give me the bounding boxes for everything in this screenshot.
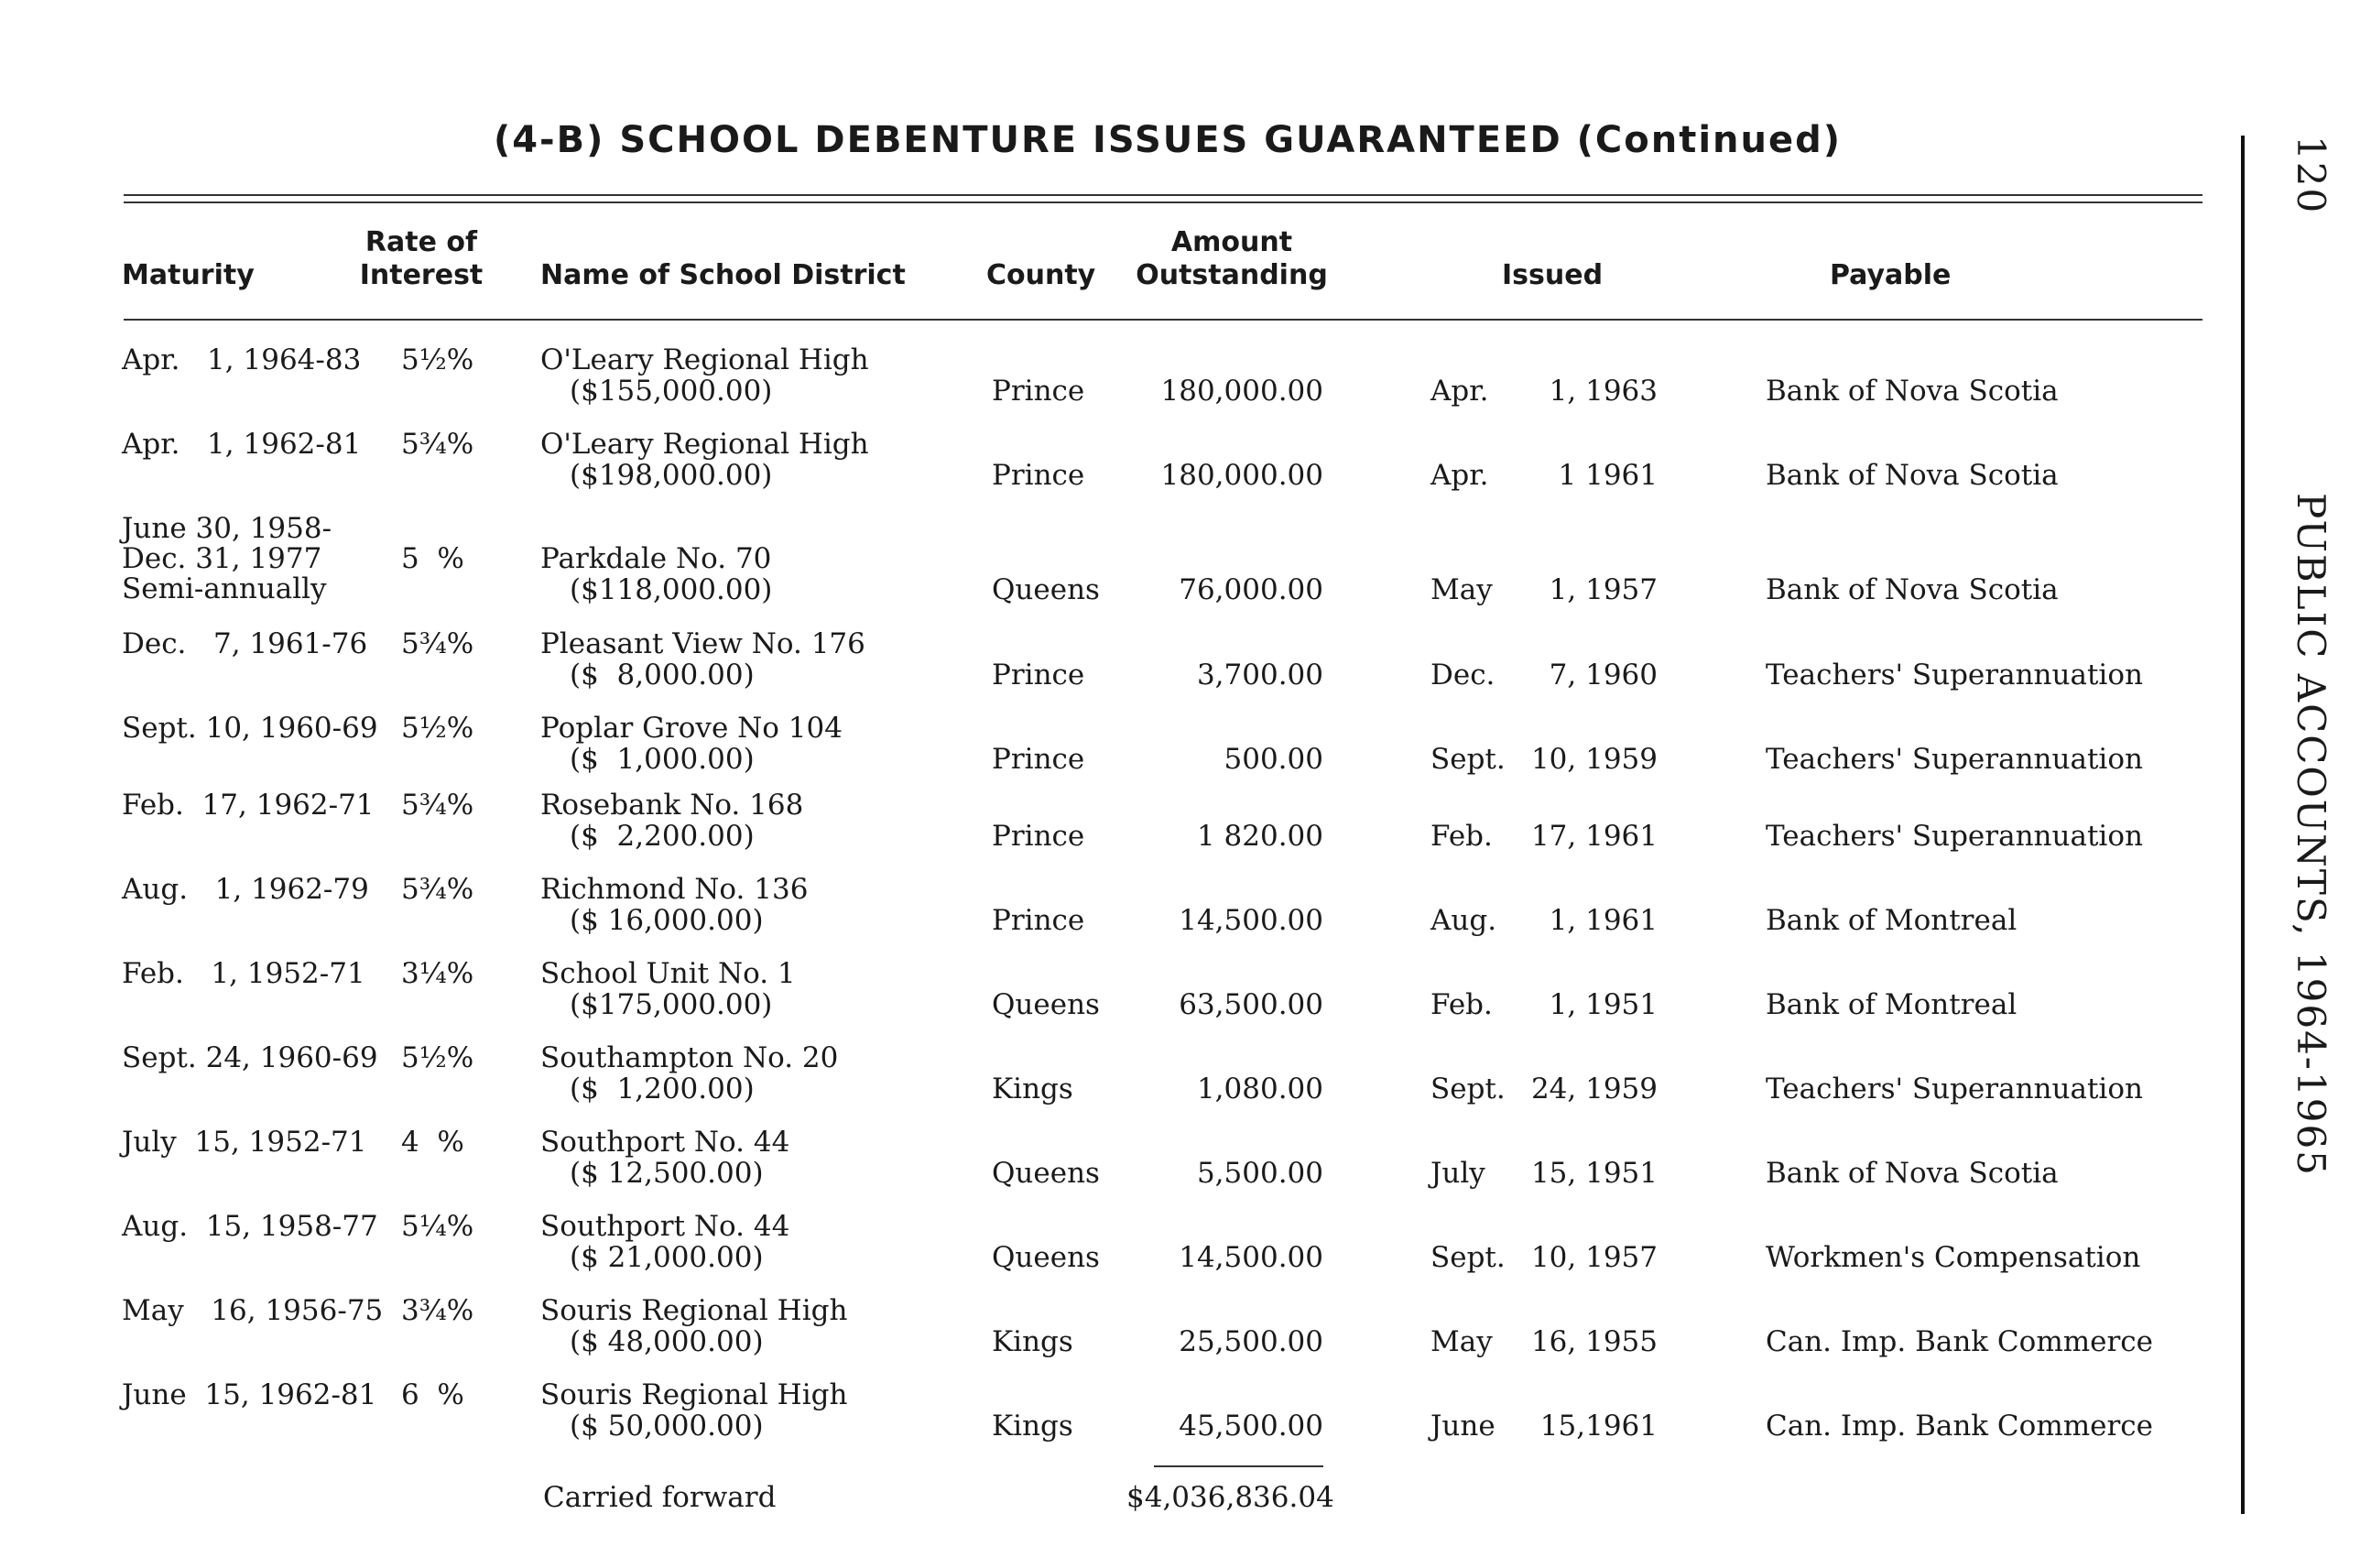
- header-rate-line2: Interest: [359, 259, 484, 291]
- amount-outstanding: 14,500.00: [1179, 904, 1323, 937]
- school-district-name: Southport No. 44: [540, 1210, 790, 1243]
- county-cell: Prince: [992, 375, 1085, 408]
- interest-rate-cell: 5¾%: [401, 789, 474, 822]
- issued-month: Dec.: [1430, 659, 1495, 691]
- issued-date: 15, 1951: [1530, 1157, 1658, 1190]
- amount-outstanding: 1 820.00: [1196, 820, 1323, 853]
- original-amount: ($ 48,000.00): [570, 1325, 764, 1358]
- issued-month: May: [1430, 1325, 1493, 1358]
- original-amount: ($ 50,000.00): [570, 1410, 764, 1443]
- side-divider: [2241, 136, 2245, 1514]
- county-cell: Queens: [992, 1241, 1100, 1274]
- issued-date: 1, 1957: [1549, 573, 1658, 606]
- issued-date: 10, 1959: [1530, 743, 1658, 776]
- school-district-name: O'Leary Regional High: [540, 428, 869, 461]
- county-cell: Kings: [992, 1073, 1073, 1105]
- county-cell: Prince: [992, 904, 1085, 937]
- maturity-cell: Feb. 17, 1962-71: [122, 789, 375, 822]
- school-district-name: Souris Regional High: [540, 1378, 848, 1411]
- school-district-name: Souris Regional High: [540, 1294, 848, 1327]
- maturity-cell: Aug. 1, 1962-79: [122, 873, 369, 906]
- payable-cell: Bank of Montreal: [1766, 988, 2018, 1021]
- issued-month: Apr.: [1430, 459, 1489, 492]
- original-amount: ($175,000.00): [570, 988, 773, 1021]
- interest-rate-cell: 5½%: [401, 1041, 474, 1074]
- issued-month: Sept.: [1430, 1241, 1506, 1274]
- interest-rate-cell: 5¾%: [401, 428, 474, 461]
- payable-cell: Bank of Nova Scotia: [1766, 573, 2059, 606]
- county-cell: Kings: [992, 1325, 1073, 1358]
- header-payable: Payable: [1830, 259, 1952, 291]
- issued-month: Feb.: [1430, 988, 1493, 1021]
- issued-date: 24, 1959: [1530, 1073, 1658, 1105]
- payable-cell: Teachers' Superannuation: [1766, 1073, 2143, 1105]
- payable-cell: Teachers' Superannuation: [1766, 659, 2143, 691]
- amount-outstanding: 5,500.00: [1196, 1157, 1323, 1190]
- interest-rate-cell: 5½%: [401, 712, 474, 745]
- school-district-name: School Unit No. 1: [540, 957, 796, 990]
- header-rate-line1: Rate of: [364, 226, 478, 258]
- maturity-cell: Aug. 15, 1958-77: [122, 1210, 378, 1243]
- original-amount: ($155,000.00): [570, 375, 773, 408]
- issued-date: 1 1961: [1558, 459, 1658, 492]
- maturity-cell: June 15, 1962-81: [122, 1378, 377, 1411]
- amount-outstanding: 3,700.00: [1196, 659, 1323, 691]
- school-district-name: Pleasant View No. 176: [540, 627, 865, 660]
- amount-outstanding: 63,500.00: [1179, 988, 1323, 1021]
- original-amount: ($ 1,200.00): [570, 1073, 755, 1105]
- interest-rate-cell: 5¾%: [401, 873, 474, 906]
- interest-rate-cell: 6 %: [401, 1378, 464, 1411]
- header-maturity: Maturity: [122, 259, 255, 291]
- issued-month: June: [1430, 1410, 1495, 1443]
- amount-outstanding: 25,500.00: [1179, 1325, 1323, 1358]
- original-amount: ($ 2,200.00): [570, 820, 755, 853]
- payable-cell: Workmen's Compensation: [1766, 1241, 2141, 1274]
- header-double-rule: [124, 194, 2202, 203]
- county-cell: Queens: [992, 988, 1100, 1021]
- school-district-name: Southport No. 44: [540, 1126, 790, 1159]
- maturity-cell: Dec. 31, 1977: [122, 542, 322, 575]
- issued-date: 17, 1961: [1530, 820, 1658, 853]
- school-district-name: Parkdale No. 70: [540, 542, 772, 575]
- side-title-text: PUBLIC ACCOUNTS, 1964-1965: [2289, 493, 2333, 1177]
- original-amount: ($118,000.00): [570, 573, 773, 606]
- issued-date: 7, 1960: [1549, 659, 1658, 691]
- carried-forward-total: $4,036,836.04: [1126, 1481, 1334, 1514]
- maturity-cell: July 15, 1952-71: [122, 1126, 367, 1159]
- original-amount: ($ 1,000.00): [570, 743, 755, 776]
- side-running-head: [2269, 136, 2333, 1177]
- interest-rate-cell: 5¾%: [401, 627, 474, 660]
- county-cell: Queens: [992, 1157, 1100, 1190]
- maturity-cell: Semi-annually: [122, 572, 327, 605]
- issued-date: 1, 1951: [1549, 988, 1658, 1021]
- amount-outstanding: 500.00: [1224, 743, 1323, 776]
- original-amount: ($198,000.00): [570, 459, 773, 492]
- maturity-cell: May 16, 1956-75: [122, 1294, 384, 1327]
- payable-cell: Bank of Nova Scotia: [1766, 375, 2059, 408]
- interest-rate-cell: 5½%: [401, 343, 474, 376]
- amount-outstanding: 45,500.00: [1179, 1410, 1323, 1443]
- issued-month: Apr.: [1430, 375, 1489, 408]
- issued-month: Feb.: [1430, 820, 1493, 853]
- issued-month: Aug.: [1430, 904, 1497, 937]
- county-cell: Kings: [992, 1410, 1073, 1443]
- payable-cell: Bank of Nova Scotia: [1766, 1157, 2059, 1190]
- payable-cell: Can. Imp. Bank Commerce: [1766, 1325, 2153, 1358]
- payable-cell: Can. Imp. Bank Commerce: [1766, 1410, 2153, 1443]
- amount-outstanding: 14,500.00: [1179, 1241, 1323, 1274]
- issued-date: 1, 1961: [1549, 904, 1658, 937]
- page-title: (4-B) SCHOOL DEBENTURE ISSUES GUARANTEED (Continued): [493, 119, 1843, 161]
- county-cell: Prince: [992, 743, 1085, 776]
- original-amount: ($ 21,000.00): [570, 1241, 764, 1274]
- issued-month: Sept.: [1430, 1073, 1506, 1105]
- side-page-number: 120: [2289, 136, 2333, 215]
- county-cell: Queens: [992, 573, 1100, 606]
- maturity-cell: Dec. 7, 1961-76: [122, 627, 368, 660]
- issued-date: 1, 1963: [1549, 375, 1658, 408]
- maturity-cell: Sept. 24, 1960-69: [122, 1041, 378, 1074]
- interest-rate-cell: 3¾%: [401, 1294, 474, 1327]
- carried-forward-label: Carried forward: [543, 1481, 777, 1514]
- school-district-name: Richmond No. 136: [540, 873, 809, 906]
- maturity-cell: Apr. 1, 1962-81: [122, 428, 362, 461]
- interest-rate-cell: 3¼%: [401, 957, 474, 990]
- payable-cell: Teachers' Superannuation: [1766, 743, 2143, 776]
- amount-outstanding: 180,000.00: [1160, 459, 1323, 492]
- school-district-name: O'Leary Regional High: [540, 343, 869, 376]
- amount-outstanding: 76,000.00: [1179, 573, 1323, 606]
- interest-rate-cell: 5 %: [401, 542, 464, 575]
- header-amount-line2: Outstanding: [1136, 259, 1328, 291]
- header-school-district: Name of School District: [540, 259, 906, 291]
- school-district-name: Rosebank No. 168: [540, 789, 804, 822]
- school-district-name: Southampton No. 20: [540, 1041, 839, 1074]
- issued-month: May: [1430, 573, 1493, 606]
- header-amount-line1: Amount: [1170, 226, 1293, 258]
- issued-date: 10, 1957: [1530, 1241, 1658, 1274]
- amount-outstanding: 1,080.00: [1196, 1073, 1323, 1105]
- amount-outstanding: 180,000.00: [1160, 375, 1323, 408]
- original-amount: ($ 12,500.00): [570, 1157, 764, 1190]
- original-amount: ($ 16,000.00): [570, 904, 764, 937]
- payable-cell: Bank of Nova Scotia: [1766, 459, 2059, 492]
- county-cell: Prince: [992, 820, 1085, 853]
- issued-date: 16, 1955: [1530, 1325, 1658, 1358]
- maturity-cell: June 30, 1958-: [122, 512, 332, 545]
- total-rule: [1154, 1465, 1323, 1467]
- payable-cell: Teachers' Superannuation: [1766, 820, 2143, 853]
- original-amount: ($ 8,000.00): [570, 659, 755, 691]
- school-district-name: Poplar Grove No 104: [540, 712, 843, 745]
- maturity-cell: Apr. 1, 1964-83: [122, 343, 362, 376]
- issued-month: Sept.: [1430, 743, 1506, 776]
- maturity-cell: Sept. 10, 1960-69: [122, 712, 378, 745]
- header-issued: Issued: [1502, 259, 1604, 291]
- maturity-cell: Feb. 1, 1952-71: [122, 957, 365, 990]
- payable-cell: Bank of Montreal: [1766, 904, 2018, 937]
- interest-rate-cell: 4 %: [401, 1126, 464, 1159]
- issued-date: 15,1961: [1539, 1410, 1658, 1443]
- header-county: County: [986, 259, 1096, 291]
- issued-month: July: [1430, 1157, 1485, 1190]
- interest-rate-cell: 5¼%: [401, 1210, 474, 1243]
- county-cell: Prince: [992, 659, 1085, 691]
- header-rule: [124, 319, 2202, 321]
- county-cell: Prince: [992, 459, 1085, 492]
